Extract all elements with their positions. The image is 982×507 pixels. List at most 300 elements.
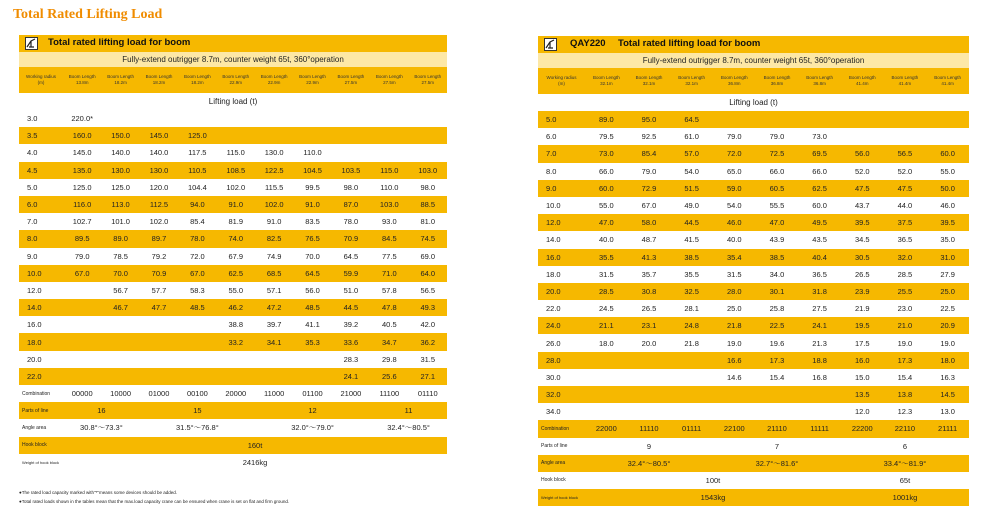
- load-value-cell: 125.0: [63, 179, 101, 196]
- table-row: [19, 110, 447, 127]
- working-radius-cell: 28.0: [538, 352, 585, 369]
- load-value-cell: [370, 127, 408, 144]
- right-load-table: [538, 36, 969, 506]
- load-value-cell: [370, 110, 408, 127]
- hook-weight-label: Weight of hook block: [19, 454, 63, 471]
- working-radius-cell: 20.0: [538, 283, 585, 300]
- angle-area-value: 32.4°～80.5°: [585, 455, 713, 472]
- load-value-cell: [140, 316, 178, 333]
- column-header: Boom Length 32.1m: [670, 68, 713, 94]
- angle-area-label: Angle area: [19, 419, 63, 436]
- footnote: ●The rated load capacity marked with"*"means some devices should be added.: [19, 490, 177, 495]
- load-value-cell: [713, 386, 756, 403]
- load-value-cell: [140, 333, 178, 350]
- column-header: Boom Length 13.8m: [63, 67, 101, 93]
- left-load-table: [19, 35, 447, 471]
- column-header: Boom Length 27.5m: [409, 67, 447, 93]
- load-value-cell: 41.1: [293, 316, 331, 333]
- load-value-cell: 74.9: [255, 248, 293, 265]
- load-value-cell: 78.5: [101, 248, 139, 265]
- table-row: [538, 455, 969, 472]
- load-value-cell: 42.0: [409, 316, 447, 333]
- load-value-cell: [178, 110, 216, 127]
- load-value-cell: [409, 110, 447, 127]
- load-value-cell: 49.0: [670, 197, 713, 214]
- load-value-cell: 79.0: [713, 128, 756, 145]
- load-value-cell: 13.8: [884, 386, 927, 403]
- load-value-cell: 23.1: [628, 317, 671, 334]
- load-value-cell: [63, 299, 101, 316]
- table-row: [19, 230, 447, 247]
- left-table-title: Total rated lifting load for boom: [48, 37, 191, 48]
- load-value-cell: 31.5: [713, 266, 756, 283]
- load-value-cell: [217, 351, 255, 368]
- angle-area-value: 33.4°～81.9°: [841, 455, 969, 472]
- parts-of-line-value: 6: [841, 438, 969, 455]
- load-value-cell: 24.8: [670, 317, 713, 334]
- table-row: [19, 402, 447, 419]
- load-value-cell: 28.1: [670, 300, 713, 317]
- load-value-cell: 103.0: [370, 196, 408, 213]
- load-value-cell: 103.0: [409, 162, 447, 179]
- load-value-cell: [178, 351, 216, 368]
- load-value-cell: 27.9: [926, 266, 969, 283]
- working-radius-cell: 14.0: [19, 299, 63, 316]
- load-value-cell: [140, 368, 178, 385]
- load-value-cell: [370, 144, 408, 161]
- combination-code: 01110: [409, 385, 447, 402]
- combination-code: 01100: [293, 385, 331, 402]
- table-row: [538, 214, 969, 231]
- load-value-cell: 38.5: [756, 249, 799, 266]
- load-value-cell: 91.0: [217, 196, 255, 213]
- load-value-cell: 102.0: [255, 196, 293, 213]
- load-value-cell: 67.9: [217, 248, 255, 265]
- combination-code: 22200: [841, 420, 884, 437]
- table-row: [538, 145, 969, 162]
- load-value-cell: [409, 127, 447, 144]
- load-value-cell: 12.3: [884, 403, 927, 420]
- load-value-cell: 58.3: [178, 282, 216, 299]
- right-table-header: [538, 36, 969, 53]
- load-value-cell: 35.3: [293, 333, 331, 350]
- load-value-cell: 130.0: [255, 144, 293, 161]
- load-value-cell: 55.0: [926, 163, 969, 180]
- load-value-cell: 71.0: [370, 265, 408, 282]
- load-value-cell: 16.0: [841, 352, 884, 369]
- load-value-cell: 18.8: [798, 352, 841, 369]
- load-value-cell: [628, 386, 671, 403]
- table-row: [538, 472, 969, 489]
- load-value-cell: 25.5: [884, 283, 927, 300]
- load-value-cell: 31.8: [798, 283, 841, 300]
- load-value-cell: 34.1: [255, 333, 293, 350]
- load-value-cell: 88.5: [409, 196, 447, 213]
- load-value-cell: 101.0: [101, 213, 139, 230]
- table-row: [19, 385, 447, 402]
- load-value-cell: 91.0: [255, 213, 293, 230]
- combination-code: 21111: [926, 420, 969, 437]
- column-header: Boom Length 22.9m: [217, 67, 255, 93]
- table-row: [538, 128, 969, 145]
- load-value-cell: 47.0: [585, 214, 628, 231]
- column-header: Boom Length 32.1m: [585, 68, 628, 94]
- load-value-cell: 40.4: [798, 249, 841, 266]
- combination-code: 22110: [884, 420, 927, 437]
- hook-weight-value: 2416kg: [63, 454, 447, 471]
- load-value-cell: 150.0: [101, 127, 139, 144]
- load-value-cell: 92.5: [628, 128, 671, 145]
- right-table-grid: [538, 68, 969, 506]
- load-value-cell: 52.0: [841, 163, 884, 180]
- working-radius-cell: 6.0: [19, 196, 63, 213]
- load-value-cell: 46.0: [713, 214, 756, 231]
- load-value-cell: 12.0: [841, 403, 884, 420]
- load-value-cell: 40.0: [585, 231, 628, 248]
- load-value-cell: 17.3: [756, 352, 799, 369]
- load-value-cell: 62.5: [217, 265, 255, 282]
- working-radius-cell: 8.0: [538, 163, 585, 180]
- load-value-cell: 17.5: [841, 334, 884, 351]
- load-value-cell: 62.5: [798, 180, 841, 197]
- working-radius-cell: 3.5: [19, 127, 63, 144]
- load-value-cell: 115.0: [370, 162, 408, 179]
- table-row: [19, 196, 447, 213]
- load-value-cell: 61.0: [670, 128, 713, 145]
- load-value-cell: 31.0: [926, 249, 969, 266]
- load-value-cell: 110.0: [293, 144, 331, 161]
- load-value-cell: 54.0: [670, 163, 713, 180]
- column-header: Boom Length 18.2m: [178, 67, 216, 93]
- load-value-cell: [628, 352, 671, 369]
- load-value-cell: 145.0: [140, 127, 178, 144]
- table-row: [538, 68, 969, 94]
- column-header: Boom Length 27.5m: [332, 67, 370, 93]
- left-table-subtitle: Fully-extend outrigger 8.7m, counter weight 65t, 360°operation: [19, 52, 447, 67]
- combination-code: 20000: [217, 385, 255, 402]
- load-value-cell: 47.7: [140, 299, 178, 316]
- load-value-cell: 28.3: [332, 351, 370, 368]
- load-value-cell: 27.5: [798, 300, 841, 317]
- load-value-cell: [217, 127, 255, 144]
- table-row: [19, 144, 447, 161]
- load-value-cell: 24.1: [332, 368, 370, 385]
- load-value-cell: 84.5: [370, 230, 408, 247]
- load-value-cell: [178, 316, 216, 333]
- load-value-cell: 48.5: [178, 299, 216, 316]
- load-value-cell: 87.0: [332, 196, 370, 213]
- column-header: Boom Length 36.8m: [756, 68, 799, 94]
- column-header: Boom Length 41.4m: [841, 68, 884, 94]
- table-row: [19, 351, 447, 368]
- load-value-cell: 140.0: [140, 144, 178, 161]
- load-value-cell: 55.0: [585, 197, 628, 214]
- load-value-cell: 79.0: [756, 128, 799, 145]
- load-value-cell: [926, 128, 969, 145]
- table-row: [538, 163, 969, 180]
- load-value-cell: 32.0: [884, 249, 927, 266]
- table-row: [19, 299, 447, 316]
- column-header: Boom Length 22.9m: [255, 67, 293, 93]
- load-value-cell: 15.0: [841, 369, 884, 386]
- table-row: [538, 231, 969, 248]
- load-value-cell: [628, 403, 671, 420]
- load-value-cell: 44.5: [670, 214, 713, 231]
- load-value-cell: [178, 368, 216, 385]
- load-value-cell: [255, 127, 293, 144]
- load-value-cell: 78.0: [332, 213, 370, 230]
- angle-area-value: 32.4°～80.5°: [370, 419, 447, 436]
- load-value-cell: 72.9: [628, 180, 671, 197]
- load-value-cell: [409, 144, 447, 161]
- load-value-cell: 110.0: [370, 179, 408, 196]
- load-value-cell: 37.5: [884, 214, 927, 231]
- load-value-cell: 110.5: [178, 162, 216, 179]
- table-row: [19, 282, 447, 299]
- load-value-cell: [670, 403, 713, 420]
- load-value-cell: 130.0: [140, 162, 178, 179]
- right-table-subtitle: Fully-extend outrigger 8.7m, counter weight 65t, 360°operation: [538, 53, 969, 68]
- load-value-cell: [670, 352, 713, 369]
- load-value-cell: 39.7: [255, 316, 293, 333]
- load-value-cell: 19.0: [713, 334, 756, 351]
- angle-area-label: Angle area: [538, 455, 585, 472]
- load-value-cell: 21.8: [670, 334, 713, 351]
- load-value-cell: 26.5: [628, 300, 671, 317]
- load-value-cell: [756, 386, 799, 403]
- hook-block-value: 160t: [63, 437, 447, 454]
- load-value-cell: 58.0: [628, 214, 671, 231]
- load-value-cell: 25.0: [713, 300, 756, 317]
- load-value-cell: 130.0: [101, 162, 139, 179]
- table-row: [19, 127, 447, 144]
- load-value-cell: 13.5: [841, 386, 884, 403]
- load-value-cell: [63, 368, 101, 385]
- table-row: [538, 489, 969, 506]
- load-value-cell: 31.5: [585, 266, 628, 283]
- load-value-cell: 14.5: [926, 386, 969, 403]
- load-value-cell: 19.0: [926, 334, 969, 351]
- load-value-cell: 57.0: [670, 145, 713, 162]
- table-row: [19, 368, 447, 385]
- table-row: [19, 67, 447, 93]
- right-table-title: Total rated lifting load for boom: [618, 38, 761, 49]
- load-value-cell: [756, 111, 799, 128]
- table-row: [19, 419, 447, 436]
- load-value-cell: 47.2: [255, 299, 293, 316]
- load-value-cell: 70.0: [293, 248, 331, 265]
- load-value-cell: 19.5: [841, 317, 884, 334]
- load-value-cell: 55.0: [217, 282, 255, 299]
- load-value-cell: 89.5: [63, 230, 101, 247]
- combination-code: 22100: [713, 420, 756, 437]
- parts-of-line-value: 12: [255, 402, 370, 419]
- load-value-cell: 72.5: [756, 145, 799, 162]
- load-value-cell: 50.0: [926, 180, 969, 197]
- load-value-cell: 115.5: [255, 179, 293, 196]
- angle-area-value: 32.0°～79.0°: [255, 419, 370, 436]
- column-header: Boom Length 18.2m: [140, 67, 178, 93]
- load-value-cell: 73.0: [798, 128, 841, 145]
- column-header: Boom Length 36.8m: [798, 68, 841, 94]
- load-value-cell: [255, 368, 293, 385]
- load-value-cell: 36.2: [409, 333, 447, 350]
- load-value-cell: 36.5: [798, 266, 841, 283]
- load-value-cell: 46.7: [101, 299, 139, 316]
- working-radius-cell: 34.0: [538, 403, 585, 420]
- load-value-cell: 25.6: [370, 368, 408, 385]
- load-value-cell: 69.0: [409, 248, 447, 265]
- load-value-cell: 59.0: [713, 180, 756, 197]
- load-value-cell: 44.0: [884, 197, 927, 214]
- load-value-cell: 33.6: [332, 333, 370, 350]
- load-value-cell: [884, 128, 927, 145]
- load-value-cell: 48.5: [293, 299, 331, 316]
- combination-code: 11100: [370, 385, 408, 402]
- load-value-cell: 79.0: [63, 248, 101, 265]
- load-value-cell: 56.5: [409, 282, 447, 299]
- load-value-cell: 16.8: [798, 369, 841, 386]
- load-value-cell: [670, 369, 713, 386]
- load-value-cell: 55.5: [756, 197, 799, 214]
- hook-weight-value: 1543kg: [585, 489, 841, 506]
- table-row: [538, 94, 969, 111]
- load-value-cell: 47.5: [841, 180, 884, 197]
- load-value-cell: [798, 403, 841, 420]
- parts-of-line-value: 15: [140, 402, 255, 419]
- working-radius-cell: 30.0: [538, 369, 585, 386]
- load-value-cell: 47.5: [884, 180, 927, 197]
- parts-of-line-value: 7: [713, 438, 841, 455]
- table-row: [538, 266, 969, 283]
- column-header: Boom Length 41.4m: [926, 68, 969, 94]
- load-value-cell: 102.0: [140, 213, 178, 230]
- load-value-cell: 46.0: [926, 197, 969, 214]
- table-row: [538, 111, 969, 128]
- working-radius-cell: 10.0: [19, 265, 63, 282]
- working-radius-cell: 8.0: [19, 230, 63, 247]
- load-value-cell: 31.5: [409, 351, 447, 368]
- table-row: [538, 249, 969, 266]
- column-header: Working radius (m): [538, 68, 585, 94]
- table-row: [19, 179, 447, 196]
- load-value-cell: 82.5: [255, 230, 293, 247]
- load-value-cell: 35.0: [926, 231, 969, 248]
- column-header: Boom Length 22.9m: [293, 67, 331, 93]
- load-value-cell: 74.5: [409, 230, 447, 247]
- load-value-cell: 78.0: [178, 230, 216, 247]
- load-value-cell: 98.0: [409, 179, 447, 196]
- combination-code: 11000: [255, 385, 293, 402]
- load-value-cell: [884, 111, 927, 128]
- table-row: [538, 403, 969, 420]
- combination-code: 01000: [140, 385, 178, 402]
- lifting-load-label: Lifting load (t): [538, 94, 969, 111]
- combination-label: Combination: [19, 385, 63, 402]
- load-value-cell: [63, 333, 101, 350]
- table-row: [19, 93, 447, 110]
- load-value-cell: 47.8: [370, 299, 408, 316]
- load-value-cell: [255, 110, 293, 127]
- working-radius-cell: 5.0: [538, 111, 585, 128]
- table-row: [19, 265, 447, 282]
- load-value-cell: 122.5: [255, 162, 293, 179]
- load-value-cell: 98.0: [332, 179, 370, 196]
- footnotes: [19, 488, 289, 506]
- load-value-cell: [63, 316, 101, 333]
- load-value-cell: 112.5: [140, 196, 178, 213]
- load-value-cell: [293, 351, 331, 368]
- hook-block-label: Hook block: [19, 437, 63, 454]
- load-value-cell: 66.0: [798, 163, 841, 180]
- working-radius-cell: 10.0: [538, 197, 585, 214]
- table-row: [19, 454, 447, 471]
- load-value-cell: [293, 127, 331, 144]
- load-value-cell: 36.5: [884, 231, 927, 248]
- load-value-cell: 28.5: [884, 266, 927, 283]
- load-value-cell: 85.4: [628, 145, 671, 162]
- load-value-cell: [101, 368, 139, 385]
- load-value-cell: 14.6: [713, 369, 756, 386]
- load-value-cell: 67.0: [178, 265, 216, 282]
- load-value-cell: 81.9: [217, 213, 255, 230]
- load-value-cell: 44.5: [332, 299, 370, 316]
- working-radius-cell: 22.0: [538, 300, 585, 317]
- load-value-cell: 49.5: [798, 214, 841, 231]
- load-value-cell: [101, 316, 139, 333]
- load-value-cell: 95.0: [628, 111, 671, 128]
- load-value-cell: 15.4: [884, 369, 927, 386]
- working-radius-cell: 14.0: [538, 231, 585, 248]
- load-value-cell: 125.0: [178, 127, 216, 144]
- footnote: ●Total rated loads shown in the tables mean that the max.load capacity crane can be ensured when crane is set on flat and firm ground.: [19, 499, 290, 504]
- load-value-cell: 89.0: [101, 230, 139, 247]
- working-radius-cell: 32.0: [538, 386, 585, 403]
- table-row: [538, 300, 969, 317]
- load-value-cell: 69.5: [798, 145, 841, 162]
- load-value-cell: 19.6: [756, 334, 799, 351]
- load-value-cell: 20.9: [926, 317, 969, 334]
- load-value-cell: 18.0: [926, 352, 969, 369]
- angle-area-value: 31.5°～76.8°: [140, 419, 255, 436]
- working-radius-cell: 18.0: [538, 266, 585, 283]
- load-value-cell: [585, 403, 628, 420]
- load-value-cell: 89.7: [140, 230, 178, 247]
- load-value-cell: 49.3: [409, 299, 447, 316]
- load-value-cell: 33.2: [217, 333, 255, 350]
- load-value-cell: 28.5: [585, 283, 628, 300]
- working-radius-cell: 4.5: [19, 162, 63, 179]
- angle-area-value: 30.8°～73.3°: [63, 419, 140, 436]
- load-value-cell: 70.9: [332, 230, 370, 247]
- load-value-cell: 135.0: [63, 162, 101, 179]
- crane-logo-icon: [544, 38, 557, 51]
- load-value-cell: 40.5: [370, 316, 408, 333]
- hook-weight-value: 1001kg: [841, 489, 969, 506]
- load-value-cell: 43.5: [798, 231, 841, 248]
- load-value-cell: [178, 333, 216, 350]
- working-radius-cell: 9.0: [538, 180, 585, 197]
- load-value-cell: [140, 110, 178, 127]
- load-value-cell: 220.0*: [63, 110, 101, 127]
- load-value-cell: [255, 351, 293, 368]
- load-value-cell: [798, 111, 841, 128]
- working-radius-cell: 7.0: [19, 213, 63, 230]
- parts-of-line-value: 16: [63, 402, 140, 419]
- combination-label: Combination: [538, 420, 585, 437]
- load-value-cell: 56.5: [884, 145, 927, 162]
- load-value-cell: 115.0: [217, 144, 255, 161]
